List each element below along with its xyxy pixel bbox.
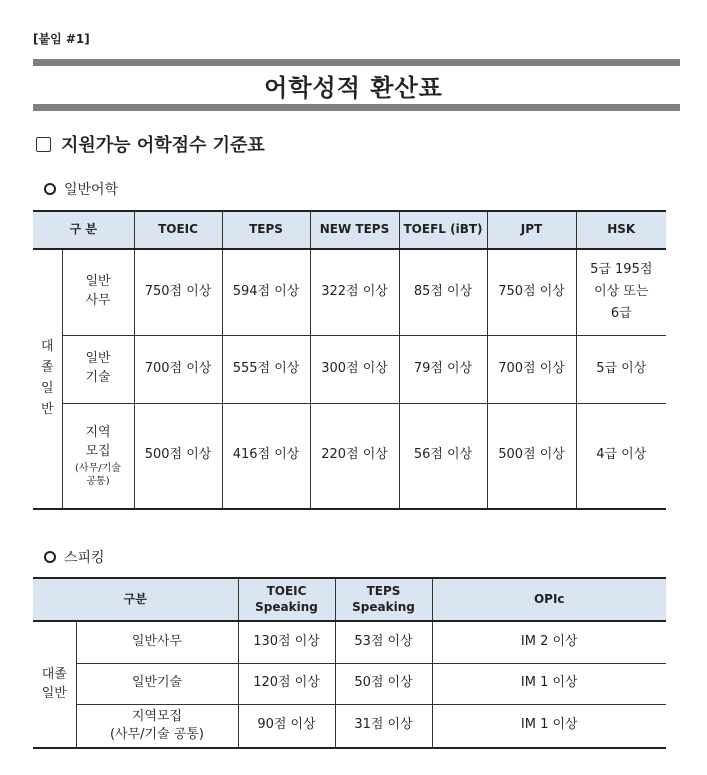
score-cell: 53점 이상 bbox=[335, 621, 432, 663]
general-heading bbox=[44, 179, 118, 199]
header-teps: TEPS bbox=[222, 211, 310, 249]
top-divider bbox=[33, 59, 680, 66]
speaking-heading bbox=[44, 547, 105, 567]
score-cell: 700점 이상 bbox=[487, 335, 576, 403]
score-cell: 555점 이상 bbox=[222, 335, 310, 403]
speaking-header-row bbox=[33, 578, 666, 621]
circle-bullet-icon bbox=[44, 551, 56, 563]
table-row bbox=[33, 663, 666, 704]
general-header-row bbox=[33, 211, 666, 249]
score-cell: IM 2 이상 bbox=[432, 621, 666, 663]
score-cell: 31점 이상 bbox=[335, 704, 432, 748]
header-toeic: TOEIC bbox=[134, 211, 222, 249]
header-new-teps: NEW TEPS bbox=[310, 211, 399, 249]
speaking-heading-text: 스피킹 bbox=[64, 550, 105, 566]
general-heading-text: 일반어학 bbox=[64, 182, 119, 198]
header-toefl: TOEFL (iBT) bbox=[399, 211, 487, 249]
score-cell: 90점 이상 bbox=[238, 704, 335, 748]
header-category: 구 분 bbox=[33, 211, 134, 249]
score-cell: IM 1 이상 bbox=[432, 663, 666, 704]
score-cell: 300점 이상 bbox=[310, 335, 399, 403]
table-row bbox=[33, 704, 666, 748]
group-label: 대졸 일반 bbox=[33, 621, 76, 748]
header-hsk: HSK bbox=[576, 211, 666, 249]
score-cell: 4급 이상 bbox=[576, 403, 666, 509]
speaking-score-table bbox=[33, 577, 666, 749]
section-heading bbox=[36, 131, 265, 157]
circle-bullet-icon bbox=[44, 183, 56, 195]
header-teps-speaking: TEPS Speaking bbox=[335, 578, 432, 621]
table-row bbox=[33, 335, 666, 403]
score-cell: 56점 이상 bbox=[399, 403, 487, 509]
score-cell: 5급 195점 이상 또는 6급 bbox=[576, 249, 666, 335]
table-row bbox=[33, 249, 666, 335]
row-label: 일반 사무 bbox=[62, 249, 134, 335]
header-jpt: JPT bbox=[487, 211, 576, 249]
score-cell: 85점 이상 bbox=[399, 249, 487, 335]
score-cell: 700점 이상 bbox=[134, 335, 222, 403]
row-label: 일반사무 bbox=[76, 621, 238, 663]
header-toeic-speaking: TOEIC Speaking bbox=[238, 578, 335, 621]
section-title: 지원가능 어학점수 기준표 bbox=[61, 135, 265, 156]
score-cell: 5급 이상 bbox=[576, 335, 666, 403]
score-cell: 416점 이상 bbox=[222, 403, 310, 509]
score-cell: 220점 이상 bbox=[310, 403, 399, 509]
bottom-divider bbox=[33, 104, 680, 111]
score-cell: 750점 이상 bbox=[487, 249, 576, 335]
score-cell: 79점 이상 bbox=[399, 335, 487, 403]
row-label: 지역 모집 (사무/기술 공통) bbox=[62, 403, 134, 509]
attachment-label: [붙임 #1] bbox=[33, 32, 90, 46]
score-cell: 322점 이상 bbox=[310, 249, 399, 335]
row-label: 일반 기술 bbox=[62, 335, 134, 403]
score-cell: 130점 이상 bbox=[238, 621, 335, 663]
page-title: 어학성적 환산표 bbox=[264, 74, 443, 102]
score-cell: 500점 이상 bbox=[134, 403, 222, 509]
score-cell: 50점 이상 bbox=[335, 663, 432, 704]
checkbox-icon bbox=[36, 137, 51, 152]
header-opic: OPIc bbox=[432, 578, 666, 621]
row-label: 일반기술 bbox=[76, 663, 238, 704]
general-score-table bbox=[33, 210, 666, 510]
score-cell: IM 1 이상 bbox=[432, 704, 666, 748]
score-cell: 750점 이상 bbox=[134, 249, 222, 335]
table-row bbox=[33, 403, 666, 509]
score-cell: 594점 이상 bbox=[222, 249, 310, 335]
group-label: 대 졸 일 반 bbox=[33, 249, 62, 509]
score-cell: 120점 이상 bbox=[238, 663, 335, 704]
row-label: 지역모집 (사무/기술 공통) bbox=[76, 704, 238, 748]
header-category: 구분 bbox=[33, 578, 238, 621]
score-cell: 500점 이상 bbox=[487, 403, 576, 509]
table-row bbox=[33, 621, 666, 663]
